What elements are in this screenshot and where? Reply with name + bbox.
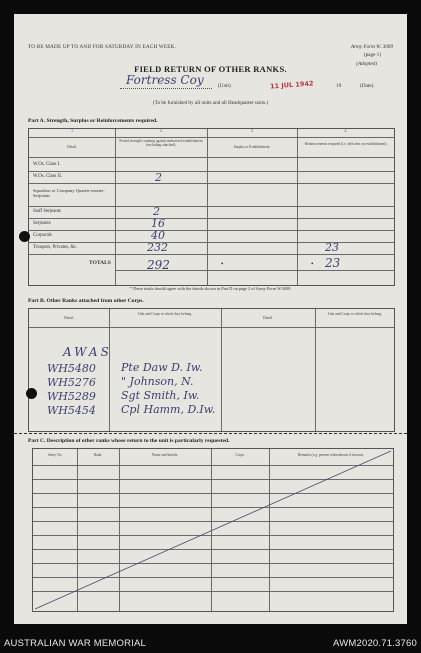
- unit-handwritten: Fortress Coy: [126, 73, 204, 87]
- col-number-4: 4: [344, 129, 347, 133]
- part-b-col-detail-2: Detail.: [263, 316, 273, 320]
- furnished-note: (To be furnished by all units and all Headquarter units.): [152, 100, 269, 106]
- row-detail-wo1: W.Os. Class I.: [33, 162, 61, 167]
- row-detail-wo2: W.Os. Class II.: [33, 174, 63, 179]
- footer-institution: AUSTRALIAN WAR MEMORIAL: [4, 638, 147, 649]
- form-page: [14, 14, 407, 624]
- row-detail-corporals: Corporals: [33, 233, 52, 238]
- part-c-col-rank: Rank.: [93, 453, 103, 457]
- col-number-3: 3: [251, 129, 253, 133]
- col-header-surplus: Surplus to Establishment.: [233, 145, 271, 149]
- part-b-entry-3-name: Sgt Smith, Iw.: [121, 389, 200, 402]
- totals-label: TOTALS: [89, 260, 111, 266]
- part-b-col-unit-2: Unit and Corps to which they belong.: [328, 312, 382, 316]
- totals-surplus: •: [221, 260, 224, 268]
- part-c-cross-out-line: [33, 449, 393, 611]
- totals-reinf: 23: [325, 256, 341, 270]
- part-b-entry-1-num: WH5480: [47, 362, 96, 375]
- adopted-note: (Adopted): [356, 61, 377, 67]
- row-detail-cqms: Squadron or Company Quarter-master-Serjeants: [33, 188, 105, 199]
- posted-troopers: 232: [147, 241, 168, 254]
- part-c-col-army-no: Army No.: [47, 453, 63, 457]
- year-prefix: 19: [336, 83, 342, 89]
- part-c-table: [32, 448, 394, 612]
- part-b-entry-2-name: " Johnson, N.: [121, 375, 194, 388]
- part-b-title: Part B. Other Ranks attached from other Corps.: [28, 298, 144, 304]
- part-a-footnote: * These totals should agree with the details shown in Part D on page 2 of Army Form W.3009.: [129, 286, 292, 291]
- date-stamp: 11 JUL 1942: [269, 79, 314, 91]
- part-c-col-remarks: Remarks (e.g. present whereabouts if known).: [297, 453, 365, 457]
- part-a-title: Part A. Strength, Surplus or Reinforcements required.: [28, 118, 158, 124]
- part-b-entry-4-num: WH5454: [47, 404, 96, 417]
- part-b-entry-2-num: WH5276: [47, 376, 96, 389]
- part-b-col-unit-1: Unit and Corps to which they belong.: [138, 312, 192, 316]
- posted-staff-sgt: 2: [153, 205, 160, 218]
- form-reference: Army Form W. 3009: [350, 44, 393, 50]
- col-header-posted: Posted strength counting against authorised establishment (excluding attached).: [119, 139, 203, 147]
- col-header-detail: Detail.: [67, 145, 77, 149]
- posted-serjeants: 16: [151, 217, 165, 230]
- row-detail-troopers: Troopers, Privates, &c.: [33, 245, 78, 250]
- weekly-instruction: TO BE MADE UP TO AND FOR SATURDAY IN EACH WEEK.: [28, 44, 177, 50]
- punch-hole-bottom: [26, 388, 37, 399]
- totals-posted: 292: [147, 258, 170, 272]
- row-detail-staff-sgt: Staff Serjeants: [33, 209, 62, 214]
- footer-accession-number: AWM2020.71.3760: [333, 638, 417, 649]
- date-label: (Date).: [360, 83, 375, 89]
- row-detail-serjeants: Serjeants: [33, 221, 51, 226]
- posted-wo2: 2: [155, 171, 162, 184]
- part-b-entry-4-name: Cpl Hamm, D.Iw.: [121, 403, 216, 416]
- punch-hole-top: [19, 231, 30, 242]
- part-b-entry-1-name: Pte Daw D. Iw.: [121, 361, 203, 374]
- col-header-reinforcements: Reinforcements required (i.e. deficient on establishment).: [304, 142, 388, 146]
- part-b-entry-3-num: WH5289: [47, 390, 96, 403]
- page-reference: (page 1): [363, 52, 381, 58]
- part-b-col-detail-1: Detail.: [64, 316, 74, 320]
- part-c-title: Part C. Description of other ranks whose return to the unit is particularly requested.: [28, 438, 230, 444]
- reinf-troopers: 23: [325, 241, 339, 254]
- posted-corporals: 40: [151, 229, 165, 242]
- unit-dotted-line: [120, 88, 212, 89]
- part-c-col-name: Name and Initials.: [151, 453, 179, 457]
- part-b-table: [28, 308, 395, 432]
- col-number-2: 2: [160, 129, 162, 133]
- part-c-col-corps: Corps.: [235, 453, 245, 457]
- part-b-entry-0-num: AWAS: [63, 345, 112, 359]
- col-number-1: 1: [71, 129, 73, 133]
- form-title: FIELD RETURN OF OTHER RANKS.: [134, 64, 287, 74]
- perforation-line: [14, 433, 407, 434]
- unit-label: (Unit): [218, 83, 231, 89]
- part-a-table: 1 2 3 4 Detail. Posted strength counting against authorised establishment (excluding attached). Surplus to Establishment. Reinforcements required (i.e. deficient on establishment). W.Os. Class I. W.Os. Class II. Squadron or Company Quarter-master-Serjeants Staff Serjeants Serjeants Corporals Troopers, Privates, &c. 2 2 16 40 232 23 TOTALS 292 • • 23: [28, 128, 395, 286]
